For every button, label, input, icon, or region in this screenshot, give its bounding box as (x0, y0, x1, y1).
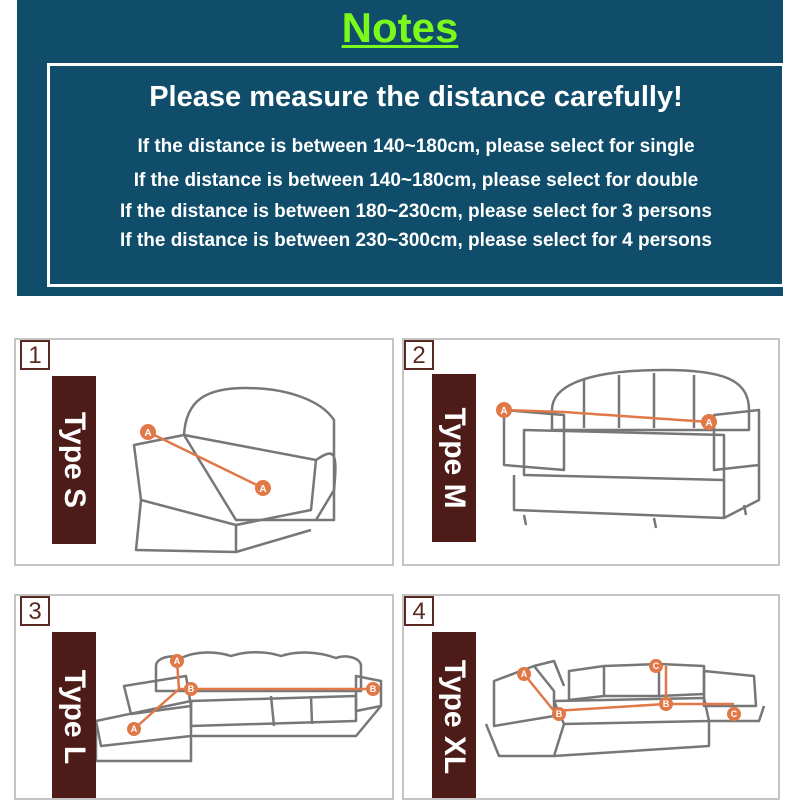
marker-a-label: A (520, 669, 528, 679)
notes-banner (17, 0, 783, 296)
type-label-3 (52, 632, 96, 800)
marker-a-label: A (500, 406, 508, 417)
sofa-type-xl-panel (402, 594, 780, 800)
marker-b-label: B (555, 709, 563, 719)
type-number-2: 2 (404, 340, 434, 370)
marker-a-label: A (173, 656, 181, 666)
marker-c-label: C (652, 661, 660, 671)
type-label-text-2: Type M (438, 407, 471, 509)
type-number-4: 4 (404, 596, 434, 626)
sofa-type-m-panel (402, 338, 780, 566)
notes-title: Notes (341, 4, 459, 51)
type-label-1 (52, 376, 96, 544)
notes-line-2: If the distance is between 140~180cm, please select for double (133, 170, 699, 191)
marker-c-label: C (730, 709, 738, 719)
notes-headline: Please measure the distance carefully! (149, 81, 683, 113)
type-label-text-3: Type L (58, 669, 91, 765)
marker-a-label: A (144, 428, 152, 439)
marker-a-label: A (259, 484, 267, 495)
notes-box (47, 63, 785, 287)
marker-b-label: B (369, 684, 377, 694)
marker-a-label: A (705, 418, 713, 429)
type-label-2 (432, 374, 476, 542)
type-number-1: 1 (20, 340, 50, 370)
marker-b-label: B (662, 699, 670, 709)
type-label-4 (432, 632, 476, 800)
sofa-type-s-panel (14, 338, 394, 566)
type-number-3: 3 (20, 596, 50, 626)
notes-line-3: If the distance is between 180~230cm, please select for 3 persons (120, 201, 712, 222)
notes-line-4: If the distance is between 230~300cm, please select for 4 persons (120, 230, 712, 251)
notes-line-1: If the distance is between 140~180cm, please select for single (137, 136, 695, 157)
marker-a-label: A (130, 724, 138, 734)
type-label-text-1: Type S (58, 411, 91, 509)
marker-b-label: B (187, 684, 195, 694)
type-label-text-4: Type XL (438, 659, 471, 775)
sofa-type-l-panel (14, 594, 394, 800)
